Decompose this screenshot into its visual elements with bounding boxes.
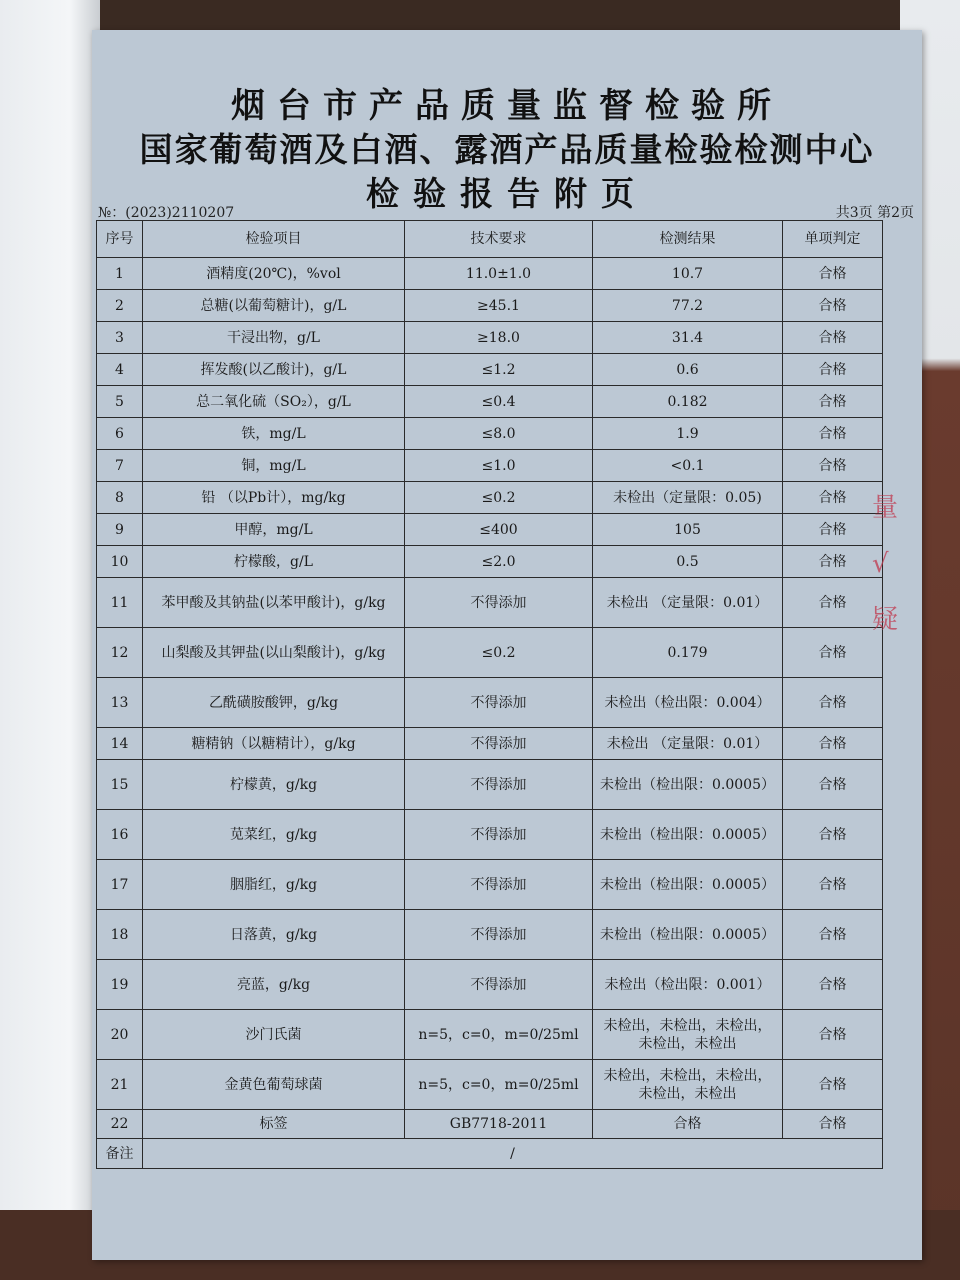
cell-requirement: ≤400 [405, 514, 593, 546]
cell-verdict: 合格 [783, 810, 883, 860]
table-row [97, 514, 883, 546]
cell-item: 苋菜红，g/kg [143, 810, 405, 860]
col-header-verdict: 单项判定 [783, 221, 883, 258]
cell-result: 未检出（检出限：0.0005） [593, 860, 783, 910]
cell-no: 2 [97, 290, 143, 322]
cell-no: 13 [97, 678, 143, 728]
col-header-no: 序号 [97, 221, 143, 258]
cell-item: 挥发酸(以乙酸计)，g/L [143, 354, 405, 386]
cell-result: 未检出（检出限：0.004） [593, 678, 783, 728]
cell-result: <0.1 [593, 450, 783, 482]
cell-item: 酒精度(20℃)，%vol [143, 258, 405, 290]
cell-result: 未检出（检出限：0.0005） [593, 910, 783, 960]
table-row [97, 1060, 883, 1110]
cell-result: 0.5 [593, 546, 783, 578]
cell-no: 7 [97, 450, 143, 482]
table-row [97, 322, 883, 354]
title-line2: 国家葡萄酒及白酒、露酒产品质量检验检测中心 [139, 130, 875, 169]
remark-value: / [143, 1139, 883, 1169]
table-row [97, 450, 883, 482]
cell-requirement: 不得添加 [405, 860, 593, 910]
cell-requirement: 11.0±1.0 [405, 258, 593, 290]
cell-result: 未检出（检出限：0.0005） [593, 760, 783, 810]
cell-requirement: ≤0.2 [405, 482, 593, 514]
cell-verdict: 合格 [783, 760, 883, 810]
cell-requirement: ≤2.0 [405, 546, 593, 578]
table-row [97, 418, 883, 450]
col-header-result: 检测结果 [593, 221, 783, 258]
cell-item: 日落黄，g/kg [143, 910, 405, 960]
cell-item: 铁，mg/L [143, 418, 405, 450]
table-row [97, 810, 883, 860]
table-row [97, 860, 883, 910]
cell-result: 10.7 [593, 258, 783, 290]
cell-no: 18 [97, 910, 143, 960]
cell-no: 19 [97, 960, 143, 1010]
cell-verdict: 合格 [783, 514, 883, 546]
cell-verdict: 合格 [783, 450, 883, 482]
cell-requirement: 不得添加 [405, 760, 593, 810]
cell-no: 14 [97, 728, 143, 760]
cell-item: 干浸出物，g/L [143, 322, 405, 354]
cell-requirement: n=5，c=0，m=0/25ml [405, 1010, 593, 1060]
cell-verdict: 合格 [783, 960, 883, 1010]
cell-no: 12 [97, 628, 143, 678]
cell-requirement: ≥18.0 [405, 322, 593, 354]
cell-item: 总二氧化硫（SO₂），g/L [143, 386, 405, 418]
table-row [97, 1110, 883, 1139]
cell-result: 31.4 [593, 322, 783, 354]
table-row [97, 678, 883, 728]
cell-no: 3 [97, 322, 143, 354]
cell-no: 15 [97, 760, 143, 810]
col-header-requirement: 技术要求 [405, 221, 593, 258]
cell-verdict: 合格 [783, 418, 883, 450]
cell-verdict: 合格 [783, 322, 883, 354]
cell-verdict: 合格 [783, 1110, 883, 1139]
title-line1: 烟台市产品质量监督检验所 [231, 86, 783, 126]
table-row [97, 628, 883, 678]
cell-result: 未检出，未检出，未检出，未检出，未检出 [593, 1060, 783, 1110]
cell-result: 77.2 [593, 290, 783, 322]
cell-no: 20 [97, 1010, 143, 1060]
cell-item: 乙酰磺胺酸钾，g/kg [143, 678, 405, 728]
cell-verdict: 合格 [783, 910, 883, 960]
cell-verdict: 合格 [783, 354, 883, 386]
cell-requirement: GB7718-2011 [405, 1110, 593, 1139]
cell-result: 未检出，未检出，未检出，未检出，未检出 [593, 1010, 783, 1060]
cell-no: 5 [97, 386, 143, 418]
cell-result: 未检出（检出限：0.001） [593, 960, 783, 1010]
cell-requirement: ≤8.0 [405, 418, 593, 450]
cell-item: 胭脂红，g/kg [143, 860, 405, 910]
cell-no: 16 [97, 810, 143, 860]
cell-item: 苯甲酸及其钠盐(以苯甲酸计)，g/kg [143, 578, 405, 628]
cell-result: 未检出（检出限：0.0005） [593, 810, 783, 860]
title-line3: 检验报告附页 [366, 174, 648, 213]
cell-no: 6 [97, 418, 143, 450]
report-number: №：(2023)2110207 [98, 205, 235, 221]
table-row [97, 258, 883, 290]
cell-requirement: 不得添加 [405, 728, 593, 760]
cell-verdict: 合格 [783, 482, 883, 514]
cell-verdict: 合格 [783, 546, 883, 578]
table-row [97, 760, 883, 810]
cell-item: 总糖(以葡萄糖计)，g/L [143, 290, 405, 322]
table-row [97, 960, 883, 1010]
background-left-page [0, 0, 100, 1280]
cell-no: 1 [97, 258, 143, 290]
cell-result: 0.182 [593, 386, 783, 418]
cell-result: 105 [593, 514, 783, 546]
cell-result: 0.179 [593, 628, 783, 678]
cell-no: 4 [97, 354, 143, 386]
cell-result: 0.6 [593, 354, 783, 386]
remark-label: 备注 [97, 1139, 143, 1169]
cell-requirement: ≤1.2 [405, 354, 593, 386]
cell-result: 未检出 （定量限：0.01） [593, 578, 783, 628]
cell-requirement: n=5，c=0，m=0/25ml [405, 1060, 593, 1110]
cell-item: 甲醇，mg/L [143, 514, 405, 546]
cell-item: 糖精钠（以糖精计），g/kg [143, 728, 405, 760]
cell-item: 亮蓝，g/kg [143, 960, 405, 1010]
cell-verdict: 合格 [783, 1010, 883, 1060]
cell-verdict: 合格 [783, 1060, 883, 1110]
cell-item: 金黄色葡萄球菌 [143, 1060, 405, 1110]
cell-result: 合格 [593, 1110, 783, 1139]
cell-result: 未检出（定量限：0.05) [593, 482, 783, 514]
cell-result: 未检出 （定量限：0.01） [593, 728, 783, 760]
table-row [97, 728, 883, 760]
cell-no: 17 [97, 860, 143, 910]
cell-requirement: 不得添加 [405, 678, 593, 728]
table-header-row [97, 221, 883, 258]
cell-item: 标签 [143, 1110, 405, 1139]
cell-verdict: 合格 [783, 290, 883, 322]
cell-requirement: 不得添加 [405, 810, 593, 860]
inspection-table [96, 220, 883, 1169]
cell-item: 铜，mg/L [143, 450, 405, 482]
cell-requirement: 不得添加 [405, 960, 593, 1010]
table-row [97, 578, 883, 628]
cell-no: 9 [97, 514, 143, 546]
cell-verdict: 合格 [783, 258, 883, 290]
cell-item: 沙门氏菌 [143, 1010, 405, 1060]
cell-no: 21 [97, 1060, 143, 1110]
table-row [97, 482, 883, 514]
cell-verdict: 合格 [783, 678, 883, 728]
table-row [97, 546, 883, 578]
cell-requirement: 不得添加 [405, 578, 593, 628]
cell-no: 8 [97, 482, 143, 514]
cell-requirement: ≤0.4 [405, 386, 593, 418]
cell-item: 山梨酸及其钾盐(以山梨酸计)，g/kg [143, 628, 405, 678]
cell-no: 11 [97, 578, 143, 628]
table-row [97, 354, 883, 386]
cell-verdict: 合格 [783, 860, 883, 910]
cell-result: 1.9 [593, 418, 783, 450]
table-row [97, 290, 883, 322]
table-row [97, 1010, 883, 1060]
cell-verdict: 合格 [783, 578, 883, 628]
col-header-item: 检验项目 [143, 221, 405, 258]
cell-item: 柠檬黄，g/kg [143, 760, 405, 810]
cell-item: 铅 （以Pb计），mg/kg [143, 482, 405, 514]
remark-row [97, 1139, 883, 1169]
cell-item: 柠檬酸，g/L [143, 546, 405, 578]
cell-requirement: ≤0.2 [405, 628, 593, 678]
report-sheet [92, 30, 922, 1260]
cell-verdict: 合格 [783, 628, 883, 678]
cell-requirement: 不得添加 [405, 910, 593, 960]
red-stamp-mark: 量 √ 疑 [872, 493, 899, 635]
cell-no: 22 [97, 1110, 143, 1139]
cell-verdict: 合格 [783, 386, 883, 418]
page-info: 共3页 第2页 [835, 205, 914, 221]
table-row [97, 386, 883, 418]
cell-verdict: 合格 [783, 728, 883, 760]
cell-requirement: ≥45.1 [405, 290, 593, 322]
cell-no: 10 [97, 546, 143, 578]
cell-requirement: ≤1.0 [405, 450, 593, 482]
table-row [97, 910, 883, 960]
